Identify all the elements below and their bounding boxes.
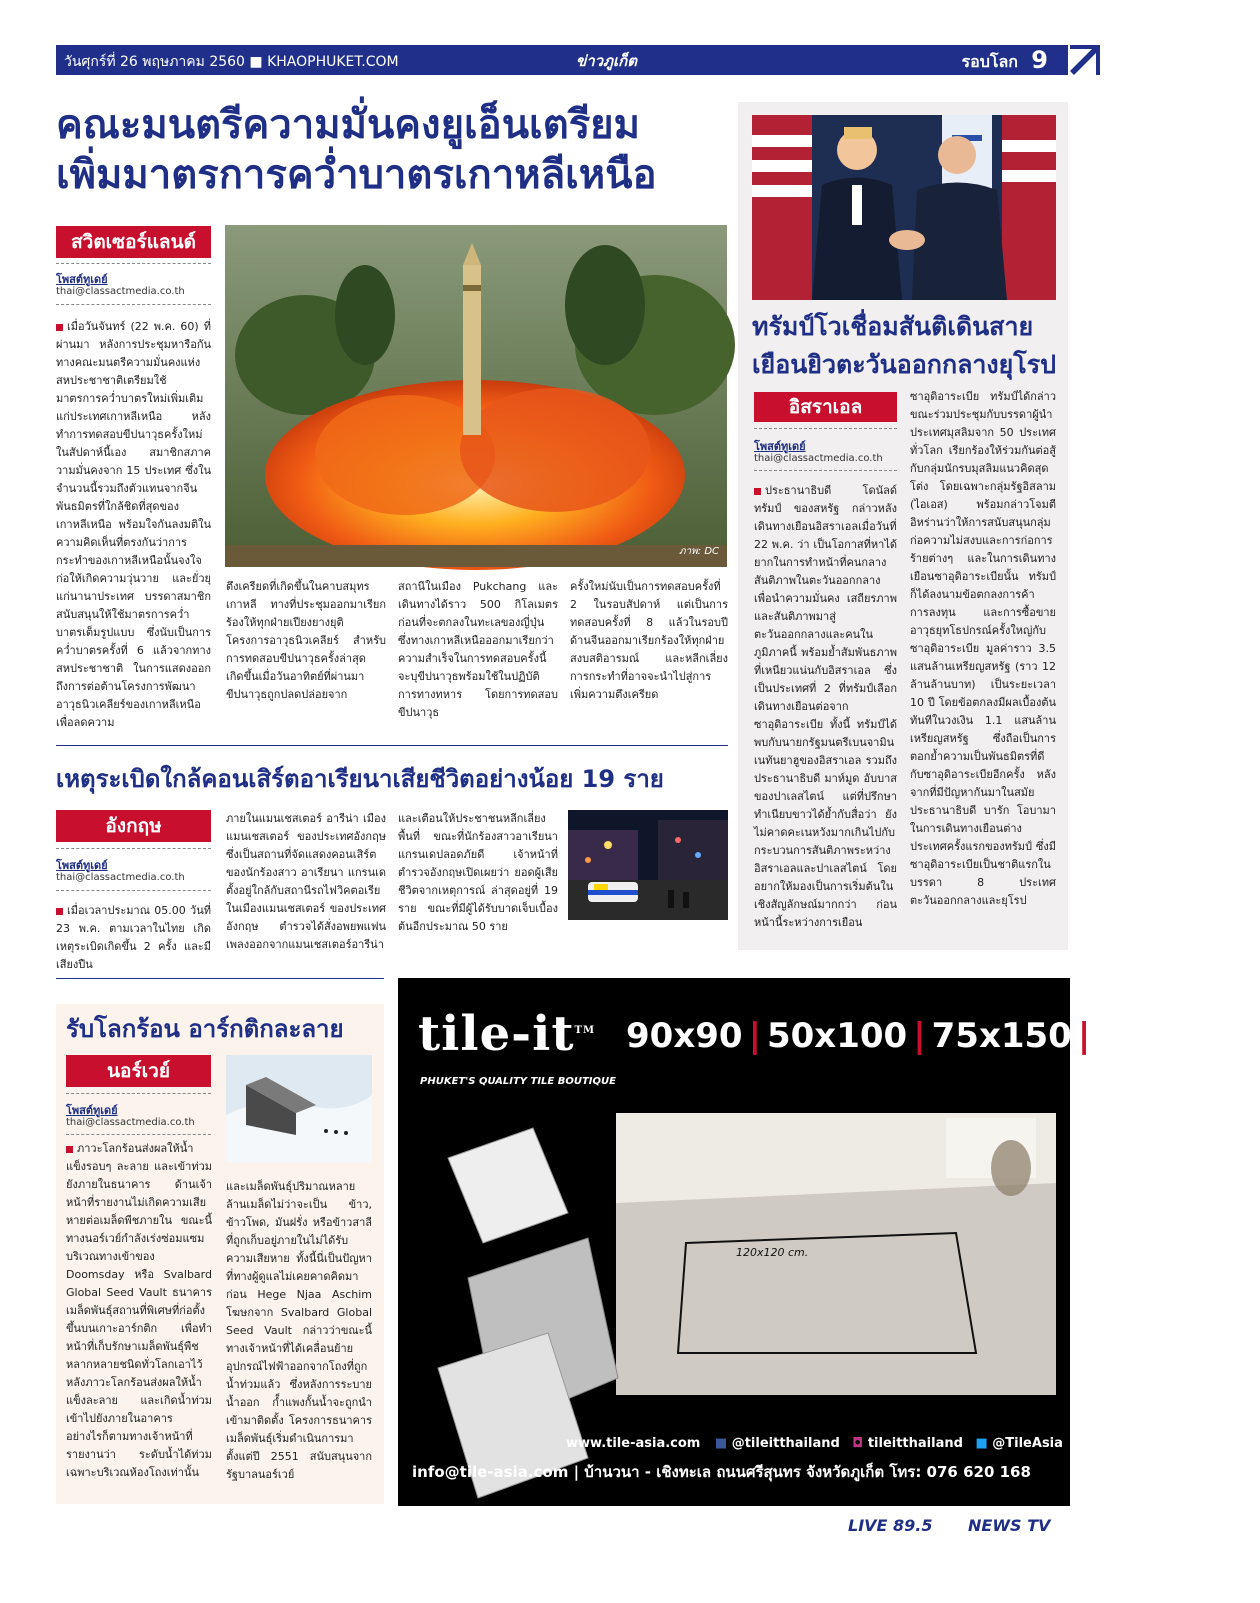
- divider: [56, 263, 211, 264]
- ad-social-row: [566, 1436, 1063, 1451]
- divider: [754, 470, 897, 471]
- story2-headline-line2: เยือนยิวตะวันออกกลางยุโรป: [752, 350, 1057, 379]
- bullet-square-icon: [56, 908, 63, 915]
- facebook-icon: ■: [714, 1436, 728, 1451]
- ad-brand-logo: tile-it™: [418, 1006, 596, 1062]
- story1-location-tag: สวิตเซอร์แลนด์: [56, 226, 211, 258]
- story3-column-1: เมื่อเวลาประมาณ 05.00 วันที่ 23 พ.ค. ตามเวลาในไทย เกิดเหตุระเบิดเกิดขึ้น 2 ครั้ง และมีเสียงปืน: [56, 904, 211, 971]
- photo-credit: ภาพ: DC: [678, 546, 719, 557]
- tile-size-label: 90x90: [626, 1016, 743, 1056]
- story1-column-2: ตึงเครียดที่เกิดขึ้นในคาบสมุทรเกาหลี ทางที่ประชุมออกมาเรียกร้องให้ทุกฝ่ายเปียงยางยุติโครงการอาวุธนิวเคลียร์ สำหรับการทดสอบขีปนาวุธครั้งล่าสุด เกิดขึ้นเมื่อวันอาทิตย์ที่ผ่านมา ขีปนาวุธถูกปลดปล่อยจาก: [226, 580, 386, 701]
- story3-column-2: ภายในแมนเชสเตอร์ อารีน่า เมืองแมนเชสเตอร์ ของประเทศอังกฤษ ซึ่งเป็นสถานที่จัดแสดงคอนเสิร์ตของนักร้องสาว อาเรียนา แกรนเดตั้งอยู่ใกล้กับสถานีรถไฟวิคตอเรียในเมืองแมนเชสเตอร์ ของประเทศอังกฤษ ตำรวจได้สั่งอพยพแฟนเพลงออกจากแมนเชสเตอร์อารีน่า: [226, 812, 386, 951]
- story1-headline-line2: เพิ่มมาตรการคว่ำบาตรเกาหลีเหนือ: [56, 152, 657, 198]
- story3-email[interactable]: thai@classactmedia.co.th: [56, 872, 185, 883]
- story1-byline[interactable]: โพสต์ทูเดย์: [56, 273, 108, 286]
- bullet-square-icon: [754, 488, 761, 495]
- story2-column-1: ประธานาธิบดี โดนัลด์ ทรัมป์ ของสหรัฐ กล่าวหลังเดินทางเยือนอิสราเอลเมื่อวันที่ 22 พ.ค. ว่า เป็นโอกาสที่หาได้ยากในการทำหน้าที่คนกลางสันติภาพในตะวันออกกลาง เพื่อนำความมั่นคง เสถียรภาพ และสันติภาพมาสู่ตะวันออกกลางและคนในภูมิภาคนี้ พร้อมย้ำสัมพันธภาพที่เหนียวแน่นกับอิสราเอล ซึ่งเป็นประเทศที่ 2 ที่ทรัมป์เลือกเดินทางเยือนต่อจากซาอุดิอาระเบีย ทั้งนี้ ทรัมป์ได้พบกับนายกรัฐมนตรีเบนจามิน เนทันยาฮูของอิสราเอล รวมถึงประธานาธิบดี มาห์มูด อับบาส ของปาเลสไตน์ แต่ที่ปรึกษาทำเนียบขาวได้ย้ำกับสื่อว่า ยังไม่คาดคะเนหวังมากเกินไปกับกระบวนการสันติภาพระหว่างอิสราเอลและปาเลสไตน์ โดยอยากให้มองเป็นการเริ่มต้นในเชิงสัญลักษณ์มากกว่า ก่อนหน้านี้ระหว่างการเยือน: [754, 484, 897, 929]
- divider: [66, 1134, 211, 1135]
- footer-logo-live: LIVE 89.5: [848, 1516, 933, 1535]
- ad-facebook[interactable]: @tileitthailand: [731, 1436, 840, 1451]
- header-brand: ข่าวภูเก็ต: [576, 52, 637, 70]
- header-section: รอบโลก: [961, 52, 1018, 71]
- story2-email[interactable]: thai@classactmedia.co.th: [754, 453, 883, 464]
- size-separator: |: [913, 1016, 926, 1056]
- footer-logo-news-tv: NEWS TV: [968, 1516, 1051, 1535]
- story4-email[interactable]: thai@classactmedia.co.th: [66, 1117, 195, 1128]
- instagram-icon: ◘: [852, 1436, 864, 1451]
- story1-column-4: ครั้งใหม่นับเป็นการทดสอบครั้งที่ 2 ในรอบสัปดาห์ แต่เป็นการทดสอบครั้งที่ 8 แล้วในรอบปี ด้านจีนออกมาเรียกร้องให้ทุกฝ่ายสงบสติอารมณ์ และหลีกเลี่ยงการกระทำที่อาจจะนำไปสู่การเพิ่มความตึงเครียด: [570, 580, 728, 701]
- manchester-night-photo: [568, 810, 728, 920]
- story3-headline: เหตุระเบิดใกล้คอนเสิร์ตอาเรียนาเสียชีวิตอย่างน้อย 19 ราย: [56, 765, 664, 793]
- ad-twitter[interactable]: @TileAsia: [992, 1436, 1063, 1451]
- story4-column-1: ภาวะโลกร้อนส่งผลให้น้ำแข็งรอบๆ ละลาย และเข้าท่วมยังภายในธนาคาร ด้านเจ้าหน้าที่รายงานไม่เกิดความเสียหายต่อเมล็ดพืชภายใน ขณะนี้ทางนอร์เวย์กำลังเร่งซ่อมแซมบริเวณทางเข้าของ Doomsday หรือ Svalbard Global Seed Vault ธนาคารเมล็ดพันธุ์สถานที่พิเศษที่ก่อตั้งขึ้นบนเกาะอาร์กติก เพื่อทำหน้าที่เก็บรักษาเมล็ดพันธุ์พืชหลากหลายชนิดทั่วโลกเอาไว้ หลังภาวะโลกร้อนส่งผลให้น้ำแข็งละลาย และเกิดน้ำท่วมเข้าไปยังภายในอาคาร อย่างไรก็ตามทางเจ้าหน้าที่รายงานว่า ระดับน้ำได้ท่วมเฉพาะบริเวณห้องโถงเท่านั้น: [66, 1142, 212, 1479]
- divider: [56, 848, 211, 849]
- missile-launch-photo: [225, 225, 727, 567]
- story1-column-1: เมื่อวันจันทร์ (22 พ.ค. 60) ที่ผ่านมา หลังการประชุมหารือกันทางคณะมนตรีความมั่นคงแห่งสหประชาชาติเตรียมใช้มาตรการคว่ำบาตรใหม่เพิ่มเติมแก่ประเทศเกาหลีเหนือ หลังทำการทดสอบขีปนาวุธครั้งใหม่ในสัปดาห์นี้เอง สมาชิกสภาความมั่นคงจาก 15 ประเทศ ซึ่งในจำนวนนี้รวมถึงตัวแทนจากจีน พันธมิตรที่ใกล้ชิดที่สุดของเกาหลีเหนือ พร้อมใจกันลงมติในความคิดเห็นที่ตรงกันว่าการกระทำของเกาหลีเหนือนั้นจงใจก่อให้เกิดความวุ่นวาย และยั่วยุแก่นานาประเทศ บรรดาสมาชิกสนับสนุนให้ใช้มาตรการคว่ำบาตรเต็มรูปแบบ ซึ่งนับเป็นการคว่ำบาตรครั้งที่ 6 แล้วจากทางสหประชาชาติ ในการแสดงออกถึงการต่อต้านโครงการพัฒนาอาวุธนิวเคลียร์ของเกาหลีเหนือ เพื่อลดความ: [56, 320, 211, 729]
- divider: [56, 304, 211, 305]
- story2-headline-line1: ทรัมป์โวเชื่อมสันติเดินสาย: [752, 312, 1034, 341]
- story1-email[interactable]: thai@classactmedia.co.th: [56, 286, 185, 297]
- tile-it-advertisement[interactable]: [398, 978, 1260, 1506]
- story2-byline[interactable]: โพสต์ทูเดย์: [754, 440, 806, 453]
- ad-instagram[interactable]: tileitthailand: [867, 1436, 963, 1451]
- size-separator: |: [1077, 1016, 1091, 1056]
- section-divider: [56, 978, 384, 979]
- story4-headline: รับโลกร้อน อาร์กติกละลาย: [66, 1015, 344, 1043]
- corner-arrow-icon: [1070, 45, 1100, 75]
- story2-column-2: ซาอุดิอาระเบีย ทรัมป์ได้กล่าวขณะร่วมประชุมกับบรรดาผู้นำประเทศมุสลิมจาก 50 ประเทศทั่วโลก เรียกร้องให้ร่วมกันต่อสู้กับกลุ่มนักรบมุสลิมแนวคิดสุดโต่ง โดยเฉพาะกลุ่มรัฐอิสลาม (ไอเอส) พร้อมกล่าวโจมตีอิหร่านว่าให้การสนับสนุนกลุ่มก่อความไม่สงบและการก่อการร้ายต่างๆ และในการเดินทางเยือนซาอุดิอาระเบียนั้น ทรัมป์ ก็ได้ลงนามข้อตกลงการค้า การลงทุน และการซื้อขายอาวุธยุทโธปกรณ์ครั้งใหญ่กับซาอุดิอาระเบีย มูลค่าราว 3.5 แสนล้านเหรียญสหรัฐ (ราว 12 ล้านล้านบาท) เป็นระยะเวลา 10 ปี โดยข้อตกลงมีผลเบื้องต้นทันทีในวงเงิน 1.1 แสนล้านเหรียญสหรัฐ ซึ่งถือเป็นการตอกย้ำความเป็นพันธมิตรที่ดีกับซาอุดิอาระเบียอีกครั้ง หลังจากที่มีปัญหากันมาในสมัยประธานาธิบดี บารัก โอบามา ในการเดินทางเยือนต่างประเทศครั้งแรกของทรัมป์ ซึ่งมีซาอุดิอาระเบียเป็นชาติแรกในบรรดา 8 ประเทศตะวันออกกลางและยุโรป: [910, 390, 1056, 907]
- story3-location-tag: อังกฤษ: [56, 810, 211, 842]
- story2-location-tag: อิสราเอล: [754, 392, 897, 422]
- size-separator: |: [748, 1016, 761, 1056]
- ad-tile-sizes: [626, 1016, 1260, 1056]
- ad-website[interactable]: www.tile-asia.com: [566, 1436, 701, 1451]
- section-divider: [56, 745, 728, 746]
- story1-column-3: สถานีในเมือง Pukchang และเดินทางได้ราว 500 กิโลเมตร ก่อนที่จะตกลงในทะเลของญี่ปุ่น ซึ่งทางเกาหลีเหนือออกมาเรียกว่าความสำเร็จในการทดสอบครั้งนี้ จะบุขีปนาวุธพร้อมใช้ในปฏิบัติการทางทหาร โดยการทดสอบขีปนาวุธ: [398, 580, 558, 719]
- ad-floor-label: 120x120 cm.: [736, 1246, 809, 1259]
- tile-size-label: 75x150: [931, 1016, 1072, 1056]
- divider: [56, 890, 211, 891]
- ad-contact[interactable]: info@tile-asia.com | บ้านวนา - เชิงทะเล ถนนศรีสุนทร จังหวัดภูเก็ต โทร: 076 620 168: [412, 1463, 1031, 1481]
- bullet-square-icon: [56, 324, 63, 331]
- story1-headline-line1: คณะมนตรีความมั่นคงยูเอ็นเตรียม: [56, 102, 640, 148]
- ad-tagline: PHUKET'S QUALITY TILE BOUTIQUE: [420, 1076, 616, 1087]
- story3-column-3: และเตือนให้ประชาชนหลีกเลี่ยงพื้นที่ ขณะที่นักร้องสาวอาเรียนา แกรนเดปลอดภัยดี เจ้าหน้าที่ตำรวจอังกฤษเปิดเผยว่า ยอดผู้เสียชีวิตจากเหตุการณ์ ล่าสุดอยู่ที่ 19 ราย ขณะที่มีผู้ได้รับบาดเจ็บเบื้องต้นอีกประมาณ 50 ราย: [398, 812, 558, 933]
- bullet-square-icon: [66, 1146, 73, 1153]
- story4-byline[interactable]: โพสต์ทูเดย์: [66, 1104, 118, 1117]
- tile-size-label: 50x100: [766, 1016, 908, 1056]
- story2-headline: [752, 308, 1062, 384]
- story4-location-tag: นอร์เวย์: [66, 1055, 211, 1087]
- story4-column-2: และเมล็ดพันธุ์ปริมาณหลายล้านเมล็ดไม่ว่าจะเป็น ข้าว, ข้าวโพด, มันฝรั่ง หรือข้าวสาลีที่ถูกเก็บอยู่ภายในไม่ได้รับความเสียหาย ทั้งนี้นี่เป็นปัญหาที่ทางผู้ดูแลไม่เคยคาดคิดมาก่อน Hege Njaa Aschim โฆษกจาก Svalbard Global Seed Vault กล่าวว่าขณะนี้ทางเจ้าหน้าที่ได้เคลื่อนย้ายอุปกรณ์ไฟฟ้าออกจากโถงที่ถูกน้ำท่วมแล้ว ซึ่งหลังการระบายน้ำออก ก็ำแพงกั้นน้ำจะถูกนำเข้ามาติดตั้ง โครงการธนาคารเมล็ดพันธุ์เริ่มดำเนินการมาตั้งแต่ปี 2551 สนับสนุนจากรัฐบาลนอร์เวย์: [226, 1180, 372, 1481]
- story3-byline[interactable]: โพสต์ทูเดย์: [56, 859, 108, 872]
- header-date-site: วันศุกร์ที่ 26 พฤษภาคม 2560 ■ KHAOPHUKET.COM: [64, 54, 399, 70]
- trump-netanyahu-photo: [752, 115, 1056, 300]
- divider: [754, 428, 897, 429]
- twitter-icon: ■: [975, 1436, 988, 1451]
- page-number: 9: [1031, 46, 1048, 74]
- divider: [66, 1093, 211, 1094]
- page-header-bar: [56, 45, 1068, 75]
- ad-floor-photo: [616, 1113, 1056, 1395]
- story1-headline: [56, 100, 736, 200]
- tile-size-label: 120x120: [1096, 1016, 1260, 1056]
- seed-vault-photo: [226, 1055, 372, 1163]
